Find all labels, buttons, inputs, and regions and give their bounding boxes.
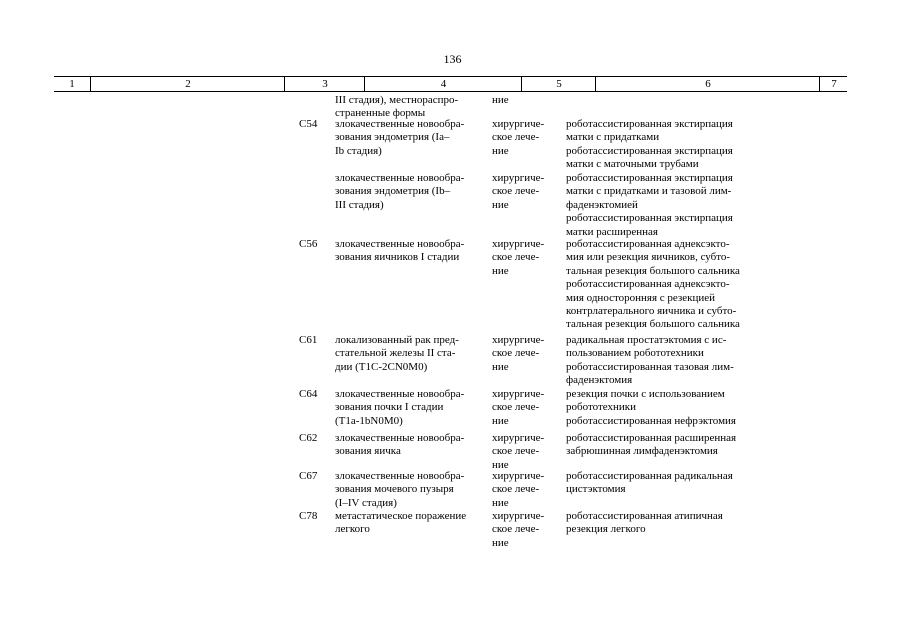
row-diagnosis: злокачественные новообра- зования мочевого пузыря (I–IV стадия) <box>335 470 465 509</box>
row-treatment: хирургиче- ское лече- ние <box>492 432 545 471</box>
row-treatment: хирургиче- ское лече- ние <box>492 238 545 277</box>
column-header-3: 3 <box>284 77 365 91</box>
row-treatment: хирургиче- ское лече- ние <box>492 334 545 373</box>
row-method: роботассистированная атипичная резекция легкого <box>566 510 723 536</box>
page-number: 136 <box>443 52 462 66</box>
row-code: C64 <box>299 388 318 400</box>
column-header-5: 5 <box>521 77 596 91</box>
row-method: роботассистированная аднексэкто- мия или резекция яичников, субто- тальная резекция большого сальника <box>566 238 740 277</box>
row-treatment: хирургиче- ское лече- ние <box>492 172 545 211</box>
row-treatment: хирургиче- ское лече- ние <box>492 470 545 509</box>
row-code: C67 <box>299 470 318 482</box>
row-code: C54 <box>299 118 318 130</box>
table-body <box>54 90 847 560</box>
row-method: резекция почки с использованием робототехники <box>566 388 725 414</box>
row-diagnosis: локализованный рак пред- стательной железы II ста- дии (T1C-2CN0M0) <box>335 334 459 373</box>
row-diagnosis: злокачественные новообра- зования эндометрия (Ib– III стадия) <box>335 172 465 211</box>
column-header-4: 4 <box>364 77 522 91</box>
column-header-7: 7 <box>819 77 848 91</box>
row-method: роботассистированная экстирпация матки с придатками и тазовой лим- фаденэктомией <box>566 172 733 211</box>
row-method: роботассистированная нефрэктомия <box>566 414 736 427</box>
column-header-1: 1 <box>69 78 75 90</box>
row-method: роботассистированная тазовая лим- фаденэктомия <box>566 360 734 387</box>
row-diagnosis: злокачественные новообра- зования почки I стадии (T1a-1bN0M0) <box>335 388 465 427</box>
row-diagnosis: III стадия), местнораспро- страненные формы <box>335 94 459 120</box>
row-diagnosis: метастатическое поражение легкого <box>335 510 467 536</box>
row-code: C78 <box>299 510 318 522</box>
row-treatment: хирургиче- ское лече- ние <box>492 388 545 427</box>
row-diagnosis: злокачественные новообра- зования яичка <box>335 432 465 458</box>
row-treatment: хирургиче- ское лече- ние <box>492 118 545 157</box>
row-code: C61 <box>299 334 318 346</box>
row-diagnosis: злокачественные новообра- зования эндометрия (Ia– Ib стадия) <box>335 118 465 157</box>
column-header-6: 6 <box>595 77 820 91</box>
row-method: радикальная простатэктомия с ис- пользованием робототехники <box>566 334 727 360</box>
row-treatment: хирургиче- ское лече- ние <box>492 510 545 549</box>
row-code: C62 <box>299 432 318 444</box>
row-treatment: ние <box>492 94 509 106</box>
row-method: роботассистированная радикальная цистэктомия <box>566 470 733 496</box>
row-method: роботассистированная экстирпация матки с придатками <box>566 118 733 144</box>
row-method: роботассистированная аднексэкто- мия односторонняя с резекцией контрлатерального яичника и субто- тальная резекция большого сальника <box>566 278 740 331</box>
row-method: роботассистированная расширенная забрюшинная лимфаденэктомия <box>566 432 737 458</box>
row-method: роботассистированная экстирпация матки расширенная <box>566 212 733 238</box>
row-method: роботассистированная экстирпация матки с маточными трубами <box>566 144 733 171</box>
row-diagnosis: злокачественные новообра- зования яичников I стадии <box>335 238 465 264</box>
row-code: C56 <box>299 238 318 250</box>
column-header-2: 2 <box>90 77 285 91</box>
